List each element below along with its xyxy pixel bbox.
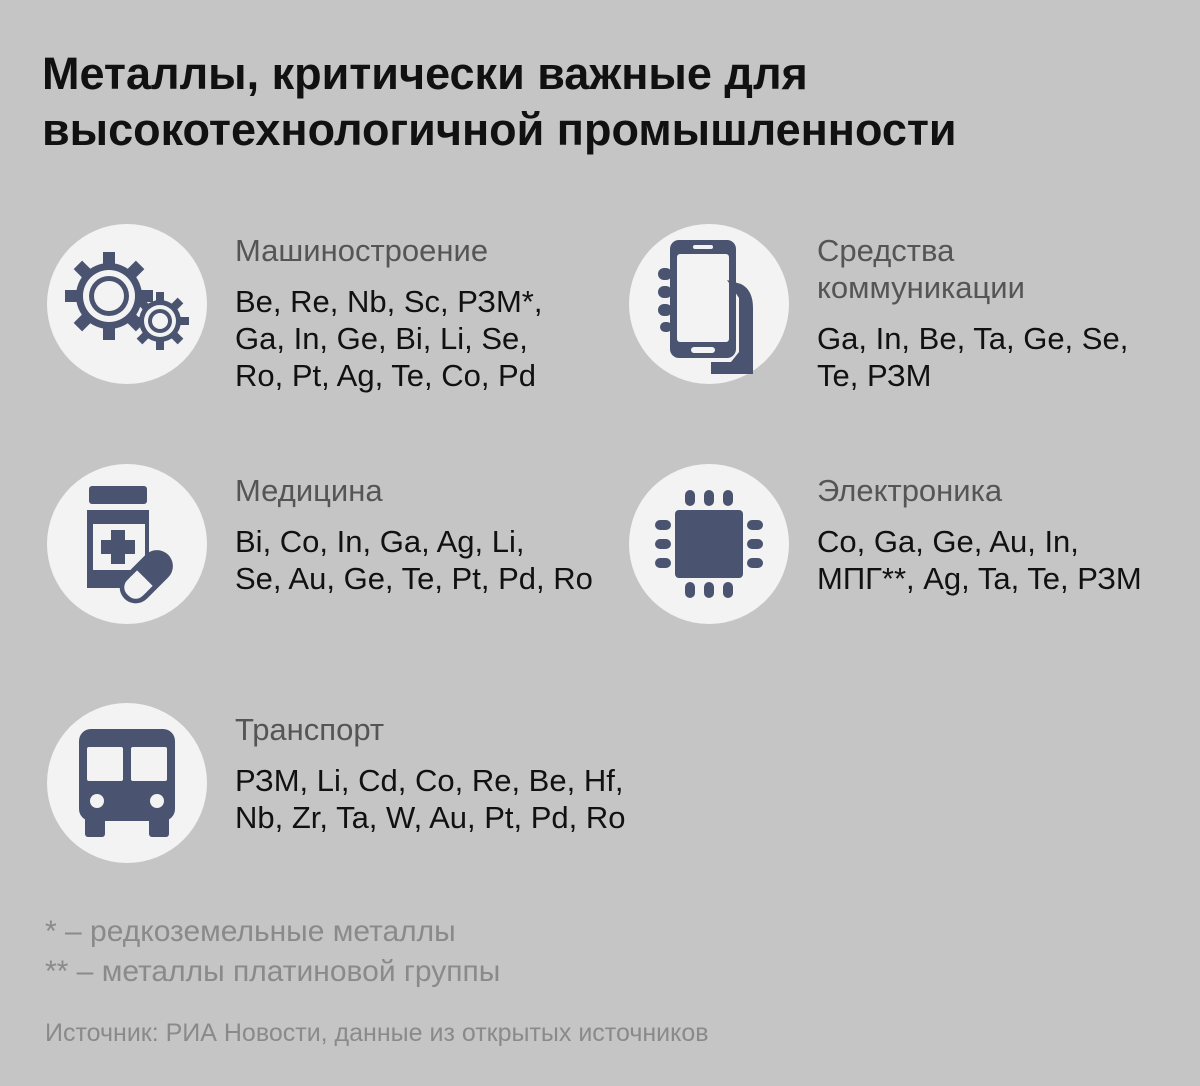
chip-icon (629, 464, 789, 624)
category-name (235, 711, 655, 748)
metals-list (817, 320, 1197, 394)
bus-icon (47, 703, 207, 863)
metals-list (235, 523, 615, 597)
metals-list (235, 762, 655, 836)
metals-line: Ga, In, Ge, Bi, Li, Se, (235, 321, 528, 356)
category-text (235, 472, 615, 597)
title-line: Металлы, критически важные для (42, 48, 808, 99)
metals-line: Co, Ga, Ge, Au, In, (817, 524, 1079, 559)
footnote: * – редкоземельные металлы (45, 915, 456, 948)
metals-line: РЗМ, Li, Cd, Co, Re, Be, Hf, (235, 763, 624, 798)
category-name-line: коммуникации (817, 270, 1025, 305)
icon-circle (47, 464, 207, 624)
metals-line: Se, Au, Ge, Te, Pt, Pd, Ro (235, 561, 593, 596)
metals-line: Nb, Zr, Ta, W, Au, Pt, Pd, Ro (235, 800, 626, 835)
metals-list (817, 523, 1197, 597)
metals-line: Te, РЗМ (817, 358, 932, 393)
category-name-line: Транспорт (235, 712, 385, 747)
source-note: Источник: РИА Новости, данные из открытых источников (45, 1019, 709, 1047)
category-name-line: Средства (817, 233, 955, 268)
category-name (817, 472, 1197, 509)
metals-line: Ro, Pt, Ag, Te, Co, Pd (235, 358, 536, 393)
category-name (235, 232, 615, 269)
metals-list (235, 283, 615, 394)
category-name (817, 232, 1197, 306)
page-title (42, 46, 1162, 158)
icon-circle (629, 224, 789, 384)
category-name-line: Машиностроение (235, 233, 489, 268)
category-text (235, 232, 615, 394)
footnotes (45, 912, 500, 992)
phone-in-hand-icon (629, 224, 789, 384)
icon-circle (629, 464, 789, 624)
gears-icon (47, 224, 207, 384)
category-text (817, 232, 1197, 394)
metals-line: Bi, Co, In, Ga, Ag, Li, (235, 524, 525, 559)
metals-line: Ga, In, Be, Ta, Ge, Se, (817, 321, 1129, 356)
title-line: высокотехнологичной промышленности (42, 104, 957, 155)
category-name-line: Электроника (817, 473, 1003, 508)
category-name-line: Медицина (235, 473, 383, 508)
metals-line: Be, Re, Nb, Sc, РЗМ*, (235, 284, 543, 319)
icon-circle (47, 224, 207, 384)
category-text (817, 472, 1197, 597)
metals-line: МПГ**, Ag, Ta, Te, РЗМ (817, 561, 1142, 596)
footnote: ** – металлы платиновой группы (45, 955, 501, 988)
icon-circle (47, 703, 207, 863)
category-text (235, 711, 655, 836)
medicine-icon (47, 464, 207, 624)
category-name (235, 472, 615, 509)
